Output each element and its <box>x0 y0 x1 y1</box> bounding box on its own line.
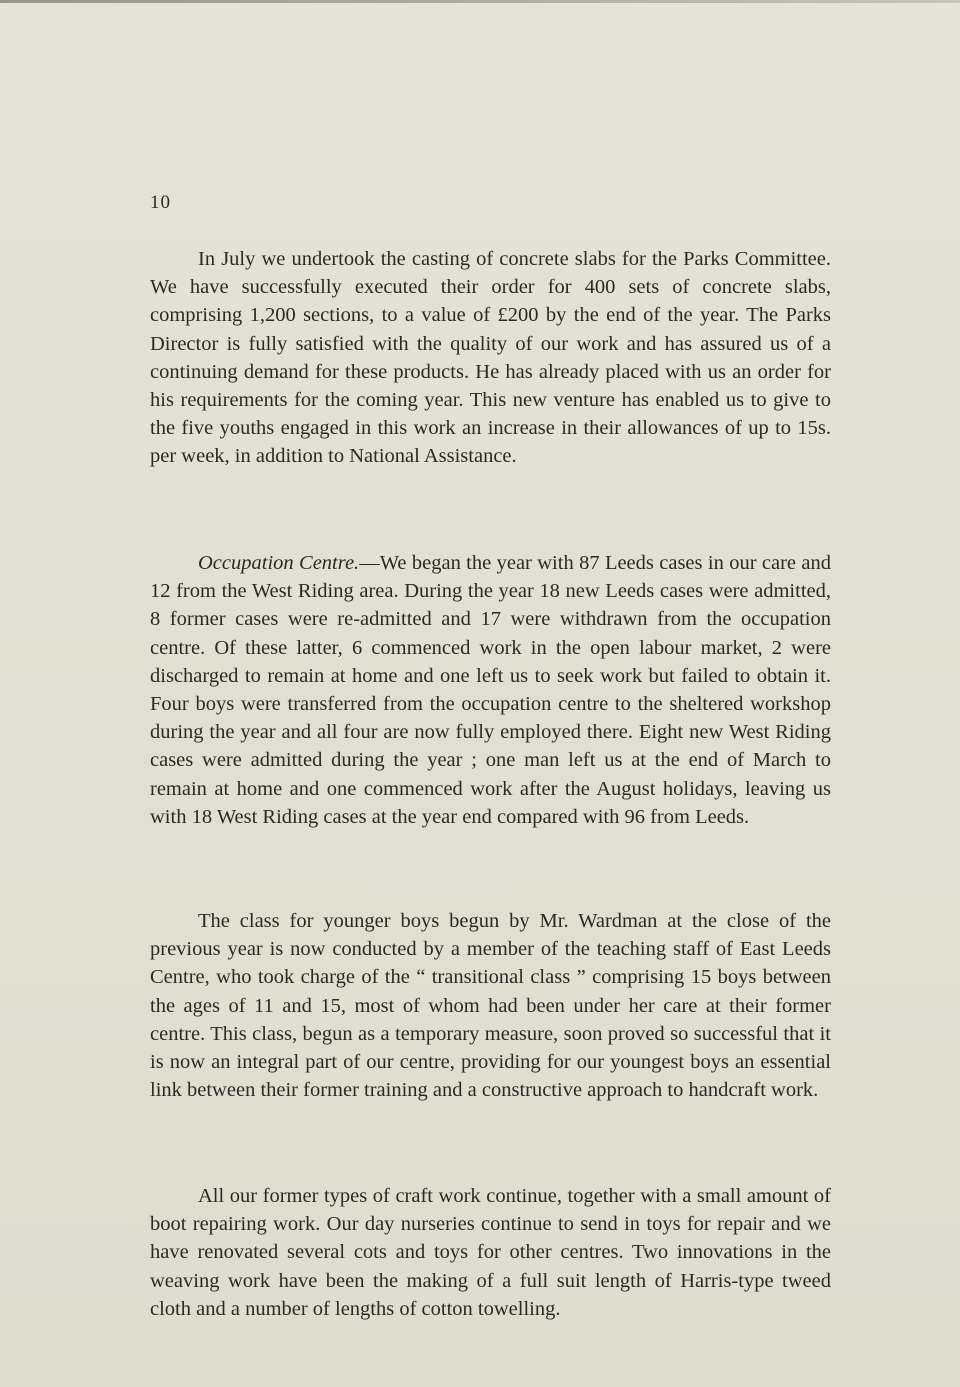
paragraph-younger-boys-class <box>150 907 831 1104</box>
paragraph-text: In July we undertook the casting of concrete slabs for the Parks Committee. We have successfully executed their order for 400 sets of concrete slabs, comprising 1,200 sections, to a value of £200 by the end of the year. The Parks Director is fully satisfied with the quality of our work and has assured us of a continuing demand for these products. He has already placed with us an order for his requirements for the coming year. This new venture has enabled us to give to the five youths engaged in this work an increase in their allowances of up to 15s. per week, in addition to National Assistance. <box>150 248 831 468</box>
paragraph-text: The class for younger boys begun by Mr. Wardman at the close of the previous year is now conducted by a member of the teaching staff of East Leeds Centre, who took charge of the “ transitional class ” comprising 15 boys between the ages of 11 and 15, most of whom had been under her care at their former centre. This class, begun as a temporary measure, soon proved so successful that it is now an integral part of our centre, providing for our youngest boys an essential link between their former training and a constructive approach to handcraft work. <box>150 910 831 1102</box>
top-edge-rule <box>0 0 960 3</box>
paragraph-concrete-slabs <box>150 245 831 471</box>
paragraph-text: All our former types of craft work continue, together with a small amount of boot repairing work. Our day nurseries continue to send in toys for repair and we have renovated several cots and toys for other centres. Two innovations in the weaving work have been the making of a full suit length of Harris-type tweed cloth and a number of lengths of cotton towelling. <box>150 1185 831 1320</box>
page-number: 10 <box>150 192 171 213</box>
section-heading: Occupation Centre. <box>198 552 360 574</box>
paragraph-text <box>150 549 831 831</box>
paragraph-occupation-centre <box>150 549 831 831</box>
paragraph-craft-work <box>150 1182 831 1323</box>
paragraph-body: —We began the year with 87 Leeds cases in our care and 12 from the West Riding area. During the year 18 new Leeds cases were admitted, 8 former cases were re-admitted and 17 were withdrawn from the occupation centre. Of these latter, 6 commenced work in the open labour market, 2 were discharged to remain at home and one left us to seek work but failed to obtain it. Four boys were transferred from the occupation centre to the sheltered workshop during the year and all four are now fully employed there. Eight new West Riding cases were admitted during the year ; one man left us at the end of March to remain at home and one commenced work after the August holidays, leaving us with 18 West Riding cases at the year end compared with 96 from Leeds. <box>150 552 831 828</box>
